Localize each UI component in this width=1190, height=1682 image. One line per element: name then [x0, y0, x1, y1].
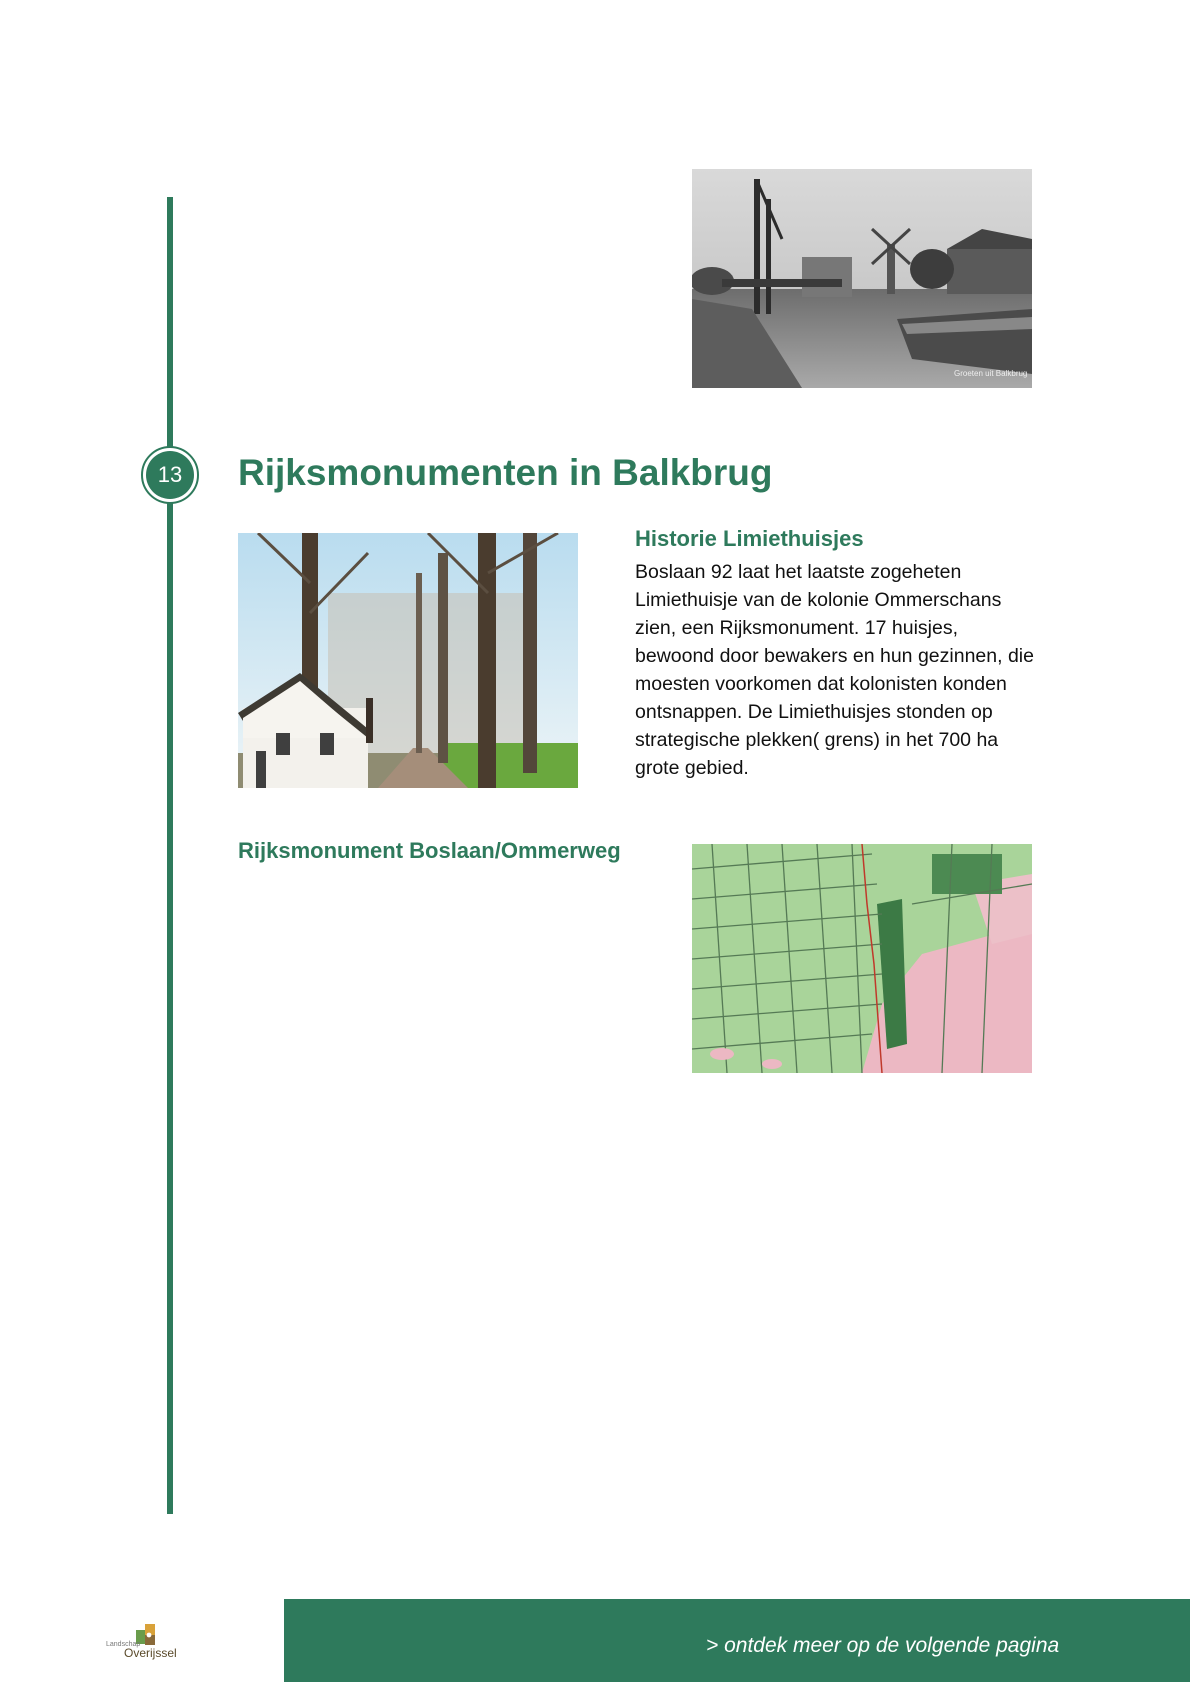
house-photo	[238, 533, 578, 788]
logo-small-text: Landschap	[106, 1641, 141, 1648]
next-page-link[interactable]: > ontdek meer op de volgende pagina	[706, 1634, 1060, 1657]
page-title: Rijksmonumenten in Balkbrug	[238, 452, 773, 493]
section-number: 13	[146, 451, 194, 499]
landschap-overijssel-logo	[104, 1620, 184, 1660]
historie-heading: Historie Limiethuisjes	[635, 526, 864, 551]
bridge-photo	[692, 169, 1032, 388]
boslaan-heading: Rijksmonument Boslaan/Ommerweg	[238, 838, 621, 863]
bridge-photo-caption: Groeten uit Balkbrug	[954, 369, 1028, 378]
historic-map-photo	[692, 844, 1032, 1073]
historie-body-text: Boslaan 92 laat het laatste zogeheten Limiethuisje van de kolonie Ommerschans zien, een Rijksmonument. 17 huisjes, bewoond door bewakers en hun gezinnen, die moesten voorkomen dat kolonisten konden ontsnappen. De Limiethuisjes stonden op strategische plekken( grens) in het 700 ha grote gebied.	[635, 561, 1034, 779]
section-number-badge	[141, 446, 199, 504]
timeline-line	[167, 197, 173, 1514]
logo-big-text: Overijssel	[124, 1646, 177, 1660]
